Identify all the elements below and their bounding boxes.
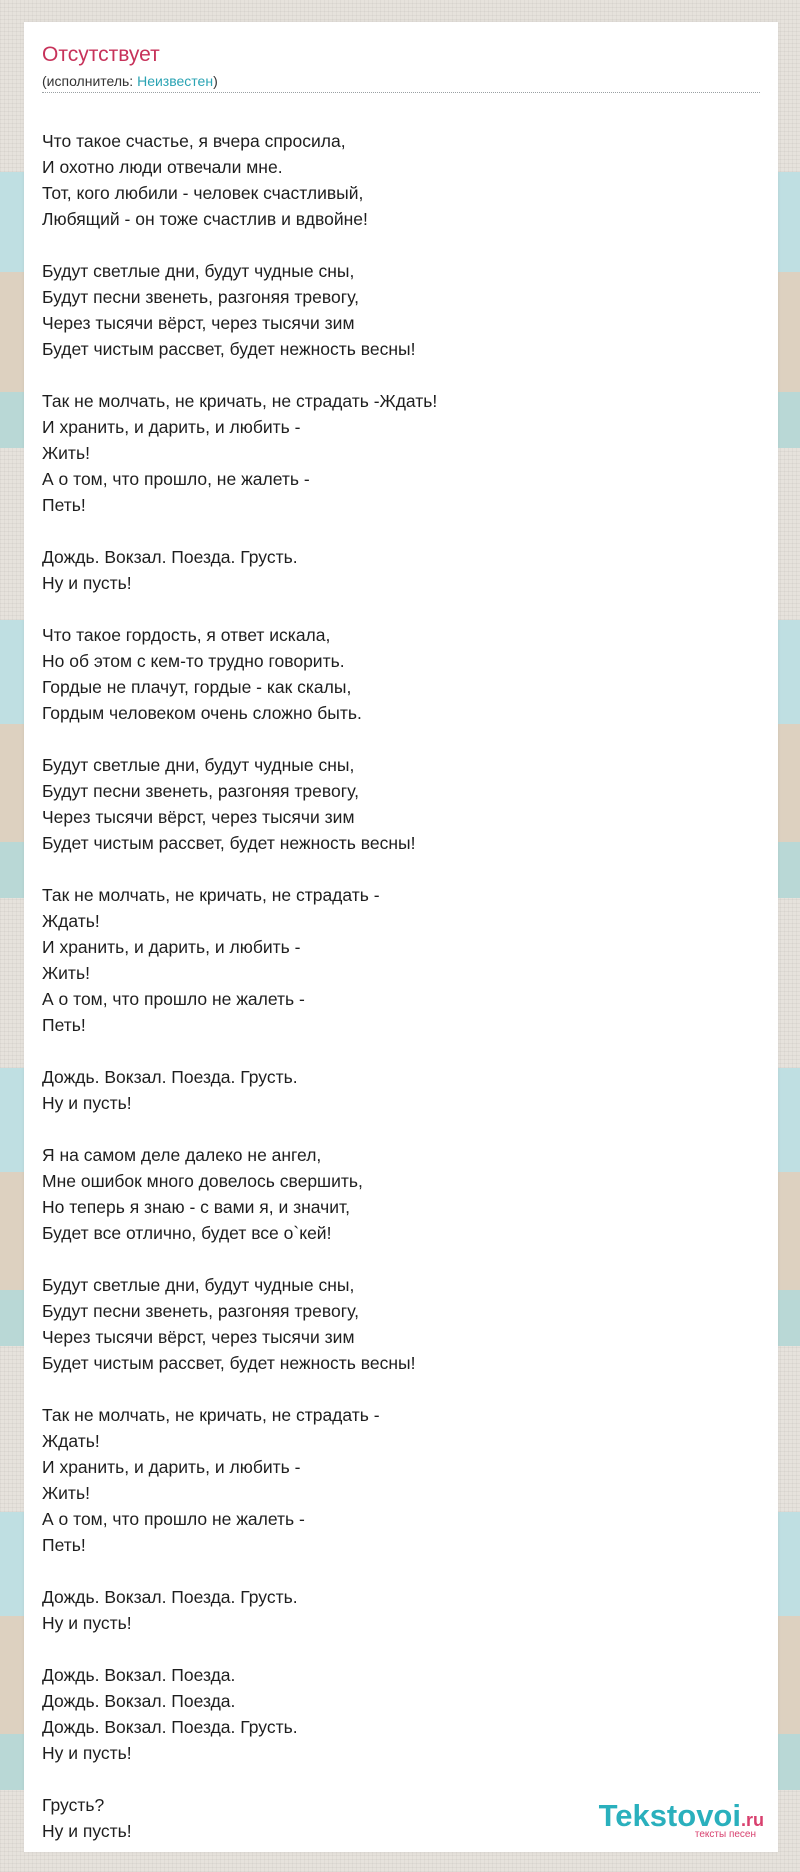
stanza-break <box>42 1116 762 1142</box>
stanza-break <box>42 1376 762 1402</box>
lyric-line: Дождь. Вокзал. Поезда. Грусть. <box>42 1067 298 1087</box>
lyric-line: Тот, кого любили - человек счастливый, <box>42 183 364 203</box>
stanza-break <box>42 1246 762 1272</box>
lyric-line: А о том, что прошло не жалеть - <box>42 989 305 1009</box>
divider <box>42 92 760 93</box>
stanza-break <box>42 232 762 258</box>
stanza-break <box>42 1636 762 1662</box>
lyric-line: Что такое счастье, я вчера спросила, <box>42 131 346 151</box>
lyric-line: И хранить, и дарить, и любить - <box>42 417 301 437</box>
lyric-line: Мне ошибок много довелось свершить, <box>42 1171 363 1191</box>
lyric-line: И хранить, и дарить, и любить - <box>42 1457 301 1477</box>
lyric-line: Будут песни звенеть, разгоняя тревогу, <box>42 1301 359 1321</box>
lyric-line: Жить! <box>42 443 90 463</box>
lyric-line: Ждать! <box>42 911 100 931</box>
stanza-break <box>42 856 762 882</box>
lyric-line: Будут песни звенеть, разгоняя тревогу, <box>42 287 359 307</box>
lyric-line: Будет чистым рассвет, будет нежность весны! <box>42 339 416 359</box>
stanza-break <box>42 596 762 622</box>
lyric-line: Так не молчать, не кричать, не страдать -Ждать! <box>42 391 438 411</box>
lyric-line: Любящий - он тоже счастлив и вдвойне! <box>42 209 368 229</box>
stanza-break <box>42 1038 762 1064</box>
lyric-line: Дождь. Вокзал. Поезда. <box>42 1691 236 1711</box>
artist-link[interactable]: Неизвестен <box>137 73 214 89</box>
lyric-line: Грусть? <box>42 1795 105 1815</box>
song-title: Отсутствует <box>42 43 160 66</box>
stanza-break <box>42 1766 762 1792</box>
lyric-line: Петь! <box>42 1015 86 1035</box>
artist-line <box>42 72 218 90</box>
lyric-line: Ну и пусть! <box>42 1821 132 1841</box>
lyric-line: Ну и пусть! <box>42 1743 132 1763</box>
lyric-line: Но теперь я знаю - с вами я, и значит, <box>42 1197 350 1217</box>
lyric-line: Но об этом с кем-то трудно говорить. <box>42 651 345 671</box>
lyric-line: Дождь. Вокзал. Поезда. Грусть. <box>42 547 298 567</box>
site-logo[interactable] <box>599 1800 764 1840</box>
lyric-line: Петь! <box>42 495 86 515</box>
lyrics-text <box>42 128 762 1844</box>
lyric-line: Гордые не плачут, гордые - как скалы, <box>42 677 352 697</box>
lyric-line: Ну и пусть! <box>42 1093 132 1113</box>
logo-suffix: .ru <box>740 1810 764 1830</box>
lyrics-card <box>24 22 778 1852</box>
stanza-break <box>42 1558 762 1584</box>
lyric-line: А о том, что прошло не жалеть - <box>42 1509 305 1529</box>
lyric-line: Ну и пусть! <box>42 1613 132 1633</box>
lyric-line: Так не молчать, не кричать, не страдать - <box>42 885 380 905</box>
stanza-break <box>42 726 762 752</box>
logo-tagline: тексты песен <box>694 1829 756 1840</box>
lyric-line: Будет чистым рассвет, будет нежность весны! <box>42 1353 416 1373</box>
artist-prefix: (исполнитель: <box>42 73 138 89</box>
lyric-line: Жить! <box>42 1483 90 1503</box>
stanza-break <box>42 362 762 388</box>
lyric-line: Будут светлые дни, будут чудные сны, <box>42 261 355 281</box>
lyric-line: Я на самом деле далеко не ангел, <box>42 1145 322 1165</box>
lyric-line: Будет все отлично, будет все о`кей! <box>42 1223 332 1243</box>
lyric-line: Петь! <box>42 1535 86 1555</box>
stanza-break <box>42 518 762 544</box>
lyric-line: И хранить, и дарить, и любить - <box>42 937 301 957</box>
lyric-line: Будут светлые дни, будут чудные сны, <box>42 1275 355 1295</box>
lyric-line: Дождь. Вокзал. Поезда. <box>42 1665 236 1685</box>
lyric-line: Что такое гордость, я ответ искала, <box>42 625 331 645</box>
lyric-line: А о том, что прошло, не жалеть - <box>42 469 310 489</box>
lyric-line: Будет чистым рассвет, будет нежность весны! <box>42 833 416 853</box>
lyric-line: Гордым человеком очень сложно быть. <box>42 703 362 723</box>
lyric-line: Так не молчать, не кричать, не страдать - <box>42 1405 380 1425</box>
lyric-line: Через тысячи вёрст, через тысячи зим <box>42 313 355 333</box>
lyric-line: Жить! <box>42 963 90 983</box>
logo-main-text: Tekstovoi <box>598 1798 741 1833</box>
lyric-line: Ждать! <box>42 1431 100 1451</box>
lyric-line: Через тысячи вёрст, через тысячи зим <box>42 1327 355 1347</box>
lyric-line: Будут песни звенеть, разгоняя тревогу, <box>42 781 359 801</box>
lyric-line: Будут светлые дни, будут чудные сны, <box>42 755 355 775</box>
lyric-line: Дождь. Вокзал. Поезда. Грусть. <box>42 1717 298 1737</box>
lyric-line: Ну и пусть! <box>42 573 132 593</box>
lyric-line: Дождь. Вокзал. Поезда. Грусть. <box>42 1587 298 1607</box>
lyric-line: И охотно люди отвечали мне. <box>42 157 283 177</box>
lyric-line: Через тысячи вёрст, через тысячи зим <box>42 807 355 827</box>
artist-suffix: ) <box>213 73 218 89</box>
